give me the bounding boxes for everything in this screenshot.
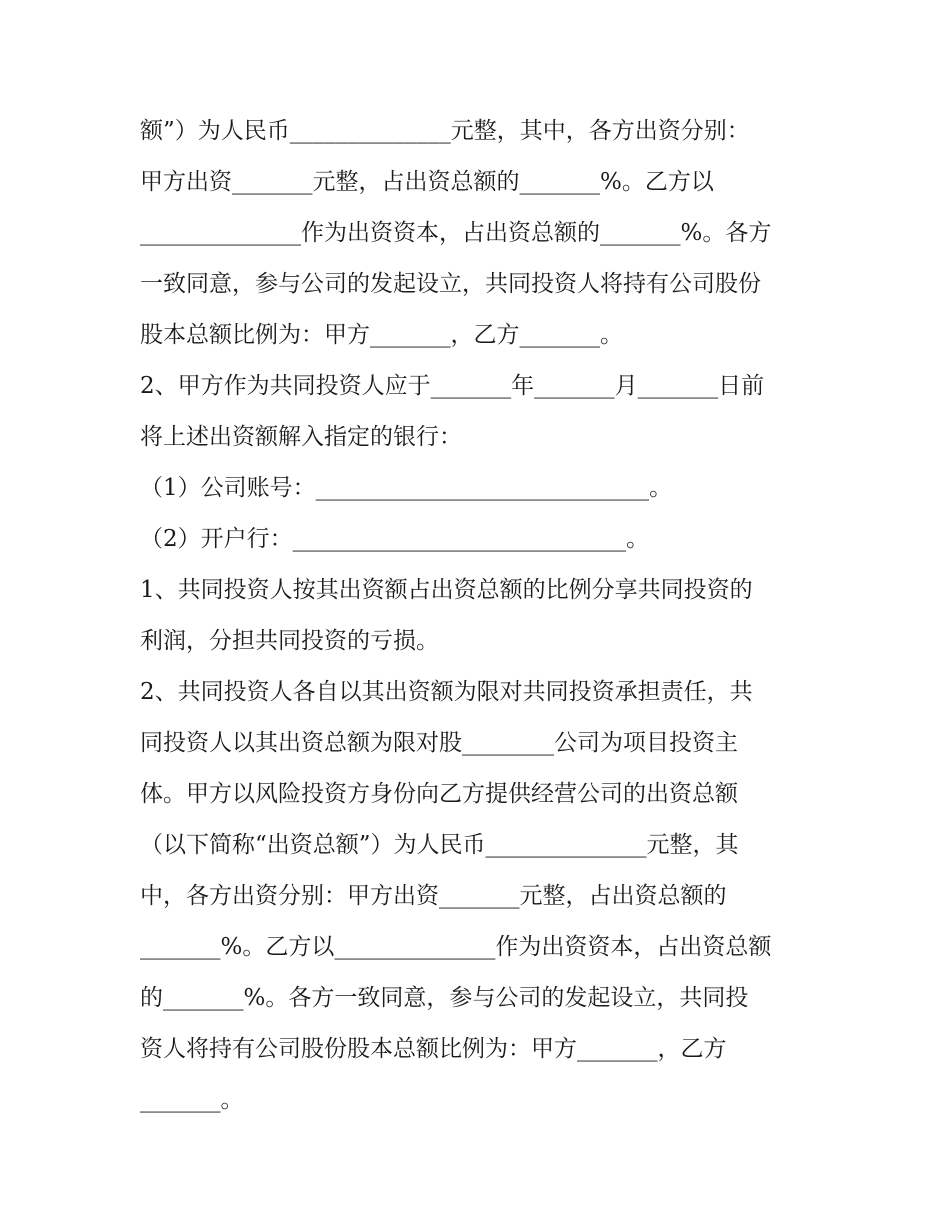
text-line: （以下简称“出资总额”）为人民币______________元整，其 xyxy=(140,832,739,858)
text-line: （1）公司账号：_____________________________。 xyxy=(140,475,673,501)
text-line: 一致同意，参与公司的发起设立，共同投资人将持有公司股份 xyxy=(140,271,761,297)
text-line: _______%。乙方以______________作为出资资本，占出资总额 xyxy=(140,934,772,960)
text-line: 1、共同投资人按其出资额占出资总额的比例分享共同投资的 xyxy=(140,577,753,603)
text-line: 额”）为人民币______________元整，其中，各方出资分别： xyxy=(140,118,750,144)
text-line: 将上述出资额解入指定的银行： xyxy=(140,424,462,450)
text-line: 中，各方出资分别：甲方出资_______元整，占出资总额的 xyxy=(140,883,727,909)
text-line: ______________作为出资资本，占出资总额的_______%。各方 xyxy=(140,220,772,246)
text-line: 资人将持有公司股份股本总额比例为：甲方_______，乙方 xyxy=(140,1036,727,1062)
text-line: _______。 xyxy=(140,1087,244,1113)
text-line: 甲方出资_______元整，占出资总额的_______%。乙方以 xyxy=(140,169,714,195)
text-line: 的_______%。各方一致同意，参与公司的发起设立，共同投 xyxy=(140,985,749,1011)
text-line: （2）开户行：_____________________________。 xyxy=(140,526,650,552)
text-line: 同投资人以其出资总额为限对股________公司为项目投资主 xyxy=(140,730,738,756)
text-line: 股本总额比例为：甲方_______，乙方_______。 xyxy=(140,322,623,348)
text-line: 2、共同投资人各自以其出资额为限对共同投资承担责任，共 xyxy=(140,679,753,705)
text-line: 2、甲方作为共同投资人应于_______年_______月_______日前 xyxy=(140,373,765,399)
document-body xyxy=(140,106,830,1126)
text-line: 体。甲方以风险投资方身份向乙方提供经营公司的出资总额 xyxy=(140,781,738,807)
text-line: 利润，分担共同投资的亏损。 xyxy=(140,628,439,654)
